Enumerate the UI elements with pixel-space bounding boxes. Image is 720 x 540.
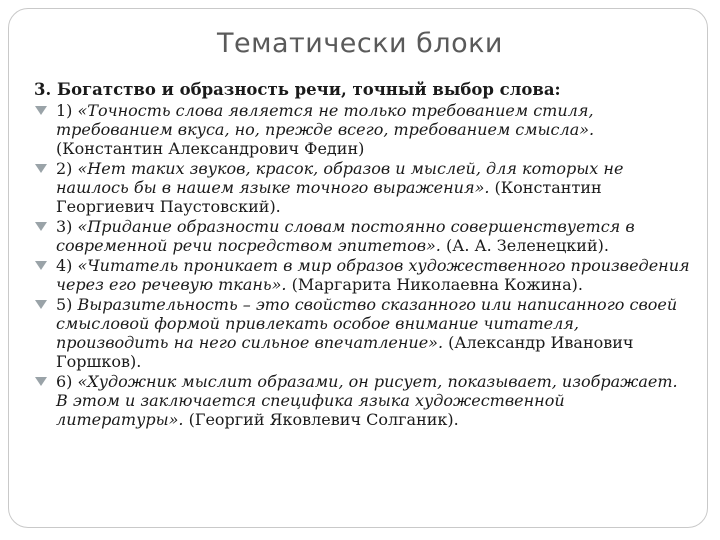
quote-author: (Георгий Яковлевич Солганик). xyxy=(183,410,459,429)
quote-author: (Константин Георгиевич Паустовский). xyxy=(56,178,602,216)
triangle-bullet-icon xyxy=(35,164,47,173)
triangle-bullet-icon xyxy=(35,261,47,270)
quote-item-2 xyxy=(34,159,694,216)
quote-number: 6) xyxy=(56,372,78,391)
triangle-bullet-icon xyxy=(35,377,47,386)
quote-item-4 xyxy=(34,256,694,294)
quote-text: «Придание образности словам постоянно совершенствуется в современной речи посредством эпитетов». xyxy=(56,217,635,255)
section-heading: 3. Богатство и образность речи, точный выбор слова: xyxy=(34,80,561,99)
quote-item-5 xyxy=(34,295,694,371)
quote-author: (Маргарита Николаевна Кожина). xyxy=(286,275,583,294)
quote-item-1 xyxy=(34,101,694,158)
quote-item-3 xyxy=(34,217,694,255)
quote-list xyxy=(34,101,694,429)
quote-number: 5) xyxy=(56,295,78,314)
quote-number: 4) xyxy=(56,256,78,275)
quote-author: (Константин Александрович Федин) xyxy=(56,139,365,158)
slide-title: Тематически блоки xyxy=(217,28,503,59)
triangle-bullet-icon xyxy=(35,106,47,115)
quote-text: «Точность слова является не только требованием стиля, требованием вкуса, но, прежде всего, требованием смысла». xyxy=(56,101,595,139)
quote-text: Выразительность – это свойство сказанного или написанного своей смысловой формой привлекать особое внимание читателя, производить на него сильное впечатление». xyxy=(56,295,678,352)
quote-text: «Нет таких звуков, красок, образов и мыслей, для которых не нашлось бы в нашем языке точного выражения». xyxy=(56,159,624,197)
quote-number: 1) xyxy=(56,101,78,120)
quote-text: «Художник мыслит образами, он рисует, показывает, изображает. В этом и заключается специфика языка художественной литературы». xyxy=(56,372,678,429)
quote-author: (А. А. Зеленецкий). xyxy=(440,236,609,255)
triangle-bullet-icon xyxy=(35,222,47,231)
slide-content xyxy=(34,80,694,430)
quote-number: 3) xyxy=(56,217,78,236)
quote-item-6 xyxy=(34,372,694,429)
quote-number: 2) xyxy=(56,159,78,178)
quote-text: «Читатель проникает в мир образов художественного произведения через его речевую ткань». xyxy=(56,256,690,294)
triangle-bullet-icon xyxy=(35,300,47,309)
quote-author: (Александр Иванович Горшков). xyxy=(56,333,634,371)
